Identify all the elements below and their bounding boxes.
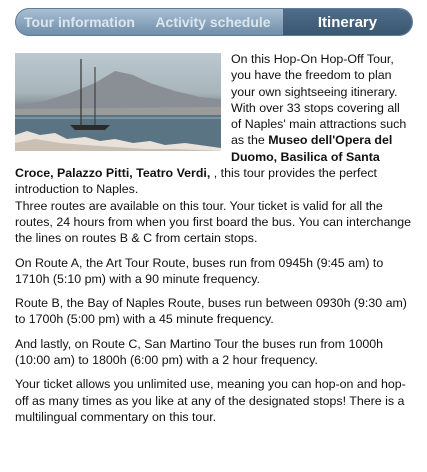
tab-tour-information[interactable]: Tour information [24,14,135,30]
naples-bay-photo [15,53,221,151]
naples-bay-image [15,53,221,151]
route-a-paragraph: On Route A, the Art Tour Route, buses run from 0945h (9:45 am) to 1710h (5:10 pm) with a 90 minute frequency. [15,255,384,286]
intro-text-end: , this tour provides the perfect introduction to Naples. [15,166,377,197]
itinerary-content [15,51,413,433]
route-c-paragraph: And lastly, on Route C, San Martino Tour the buses run from 1000h (10:00 am) to 1800h (6:00 pm) with a 2 hour frequency. [15,336,384,368]
tab-activity-schedule[interactable]: Activity schedule [155,14,271,30]
tab-bar [15,8,413,36]
tab-itinerary[interactable]: Itinerary [283,9,412,35]
intro-text: On this Hop-On Hop-Off Tour, you have the freedom to plan your own sightseeing itinerary. With over 33 stops covering all of Naples' main attractions such as the [231,52,407,148]
routes-paragraph: Three routes are available on this tour. Your ticket is valid for all the routes, 24 hours from when you first board the bus. You can interchange the lines on routes B & C from certain stops. [15,198,412,246]
ticket-paragraph: Your ticket allows you unlimited use, meaning you can hop-on and hop-off as many times as you like at any of the designated stops! There is a multilingual commentary on this tour. [15,377,406,424]
route-b-paragraph: Route B, the Bay of Naples Route, buses run between 0930h (9:30 am) to 1700h (5:00 pm) with a 45 minute frequency. [15,296,407,327]
attractions-highlight: Museo dell'Opera del Duomo, Basilica of Santa Croce, Palazzo Pitti, Teatro Verdi, [15,133,393,181]
